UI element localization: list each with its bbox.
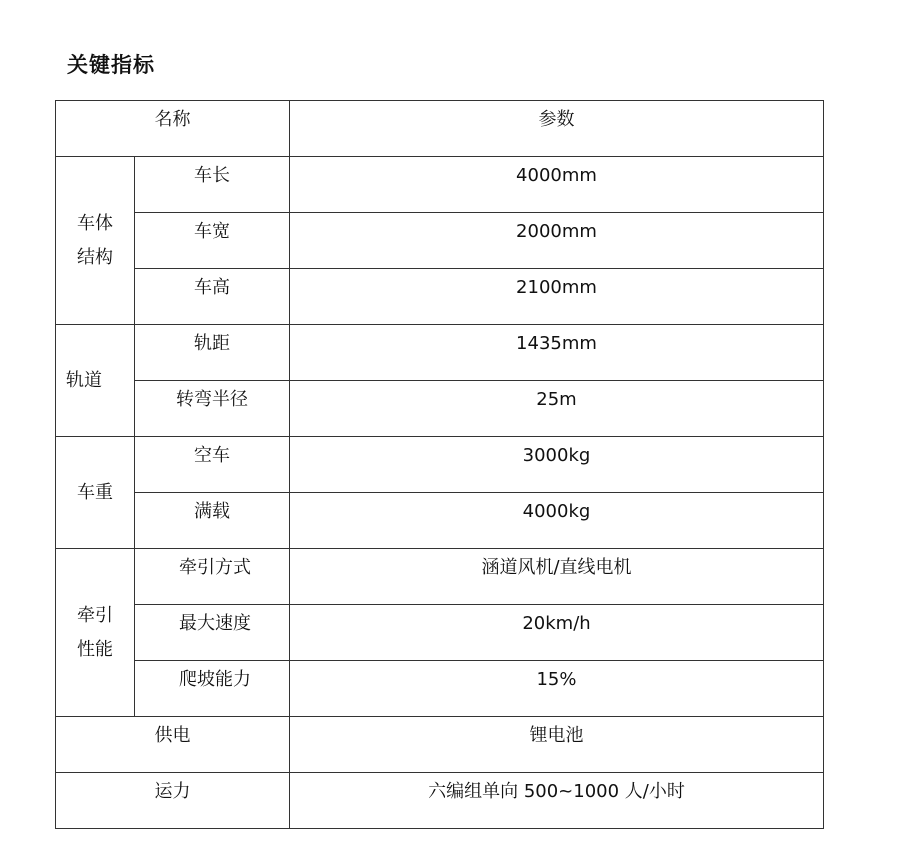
table-row xyxy=(56,325,824,381)
row-value-cell xyxy=(290,157,824,213)
group-label-traction: 牵引性能 xyxy=(77,604,113,660)
group-cell-track xyxy=(56,325,135,437)
row-name-cell xyxy=(135,605,290,661)
power-name-cell xyxy=(56,717,290,773)
group-cell-traction xyxy=(56,549,135,717)
table-row xyxy=(56,381,824,437)
table-row xyxy=(56,661,824,717)
header-name-cell xyxy=(56,101,290,157)
row-name: 空车 xyxy=(194,445,230,466)
row-value-cell xyxy=(290,213,824,269)
table-row xyxy=(56,493,824,549)
row-value-cell xyxy=(290,493,824,549)
row-name-cell xyxy=(135,325,290,381)
header-param-text: 参数 xyxy=(538,109,575,130)
table-row xyxy=(56,269,824,325)
capacity-name: 运力 xyxy=(154,781,191,802)
table-row xyxy=(56,605,824,661)
row-name-cell xyxy=(135,157,290,213)
row-name: 爬坡能力 xyxy=(179,669,251,690)
capacity-name-cell xyxy=(56,773,290,829)
row-value-cell xyxy=(290,661,824,717)
power-name: 供电 xyxy=(154,725,191,746)
group-label-track: 轨道 xyxy=(66,369,102,391)
row-name-cell xyxy=(135,493,290,549)
row-value-cell xyxy=(290,549,824,605)
table-row xyxy=(56,157,824,213)
row-name-cell xyxy=(135,437,290,493)
header-name-text: 名称 xyxy=(154,109,191,130)
table-row xyxy=(56,773,824,829)
row-value: 2000mm xyxy=(516,221,597,242)
row-name-cell xyxy=(135,269,290,325)
row-value: 4000kg xyxy=(522,501,591,522)
row-name-cell xyxy=(135,381,290,437)
group-cell-body xyxy=(56,157,135,325)
row-name-cell xyxy=(135,213,290,269)
row-value: 3000kg xyxy=(522,445,591,466)
row-name: 满载 xyxy=(194,501,230,522)
row-value: 1435mm xyxy=(516,333,597,354)
table-row xyxy=(56,213,824,269)
row-name: 车长 xyxy=(194,165,230,186)
row-name-cell xyxy=(135,549,290,605)
row-value: 4000mm xyxy=(516,165,597,186)
row-name: 车宽 xyxy=(194,221,230,242)
capacity-value: 六编组单向 500~1000 人/小时 xyxy=(428,781,685,802)
row-name-cell xyxy=(135,661,290,717)
row-value: 涵道风机/直线电机 xyxy=(481,557,632,578)
row-name: 牵引方式 xyxy=(179,557,251,578)
page-title: 关键指标 xyxy=(67,53,155,77)
row-name: 轨距 xyxy=(194,333,230,354)
table-row xyxy=(56,437,824,493)
power-value-cell xyxy=(290,717,824,773)
header-param-cell xyxy=(290,101,824,157)
row-value-cell xyxy=(290,381,824,437)
row-value: 2100mm xyxy=(516,277,597,298)
row-name: 最大速度 xyxy=(179,613,251,634)
row-value-cell xyxy=(290,605,824,661)
table-header-row xyxy=(56,101,824,157)
capacity-value-cell xyxy=(290,773,824,829)
row-value: 20km/h xyxy=(522,613,591,634)
table-row xyxy=(56,717,824,773)
row-value: 15% xyxy=(536,669,577,690)
group-cell-weight xyxy=(56,437,135,549)
group-label-body: 车体结构 xyxy=(77,212,113,268)
group-label-weight: 车重 xyxy=(77,481,113,503)
row-name: 车高 xyxy=(194,277,230,298)
table-row xyxy=(56,549,824,605)
spec-table xyxy=(55,100,824,829)
power-value: 锂电池 xyxy=(529,725,584,746)
row-name: 转弯半径 xyxy=(176,389,248,410)
row-value-cell xyxy=(290,325,824,381)
row-value-cell xyxy=(290,269,824,325)
row-value-cell xyxy=(290,437,824,493)
row-value: 25m xyxy=(536,389,577,410)
